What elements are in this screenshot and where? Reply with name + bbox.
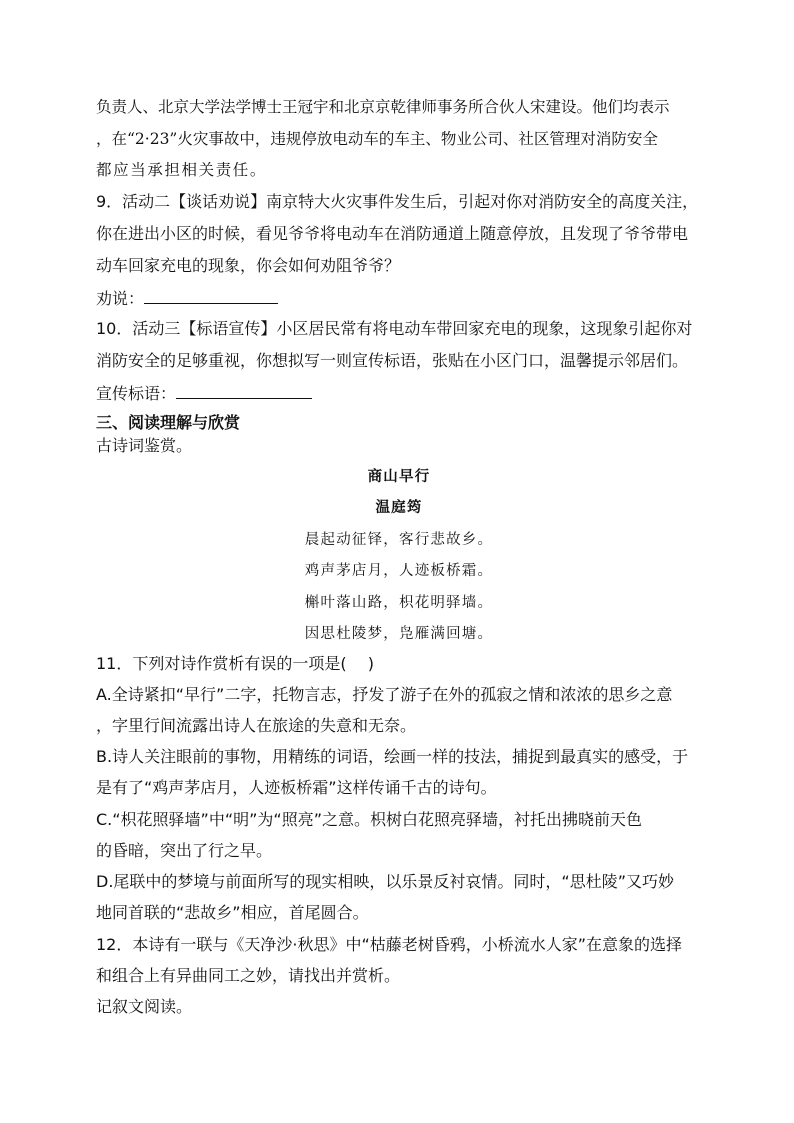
question-10-answer-blank[interactable] (176, 382, 312, 399)
question-11-option-b-line-2: 是有了“鸡声茅店月，人迹板桥霜”这样传诵千古的诗句。 (96, 778, 497, 797)
intro-line-2: ，在“2·23”火灾事故中，违规停放电动车的车主、物业公司、社区管理对消防安全 (96, 130, 658, 148)
question-11-option-c-line-2: 的昏暗，突出了行之早。 (96, 841, 273, 860)
question-9-answer-label: 劝说： (96, 289, 145, 308)
question-12-line-2: 和组合上有异曲同工之妙，请找出并赏析。 (96, 966, 401, 985)
narrative-reading-heading: 记叙文阅读。 (96, 997, 193, 1016)
poem-title: 商山早行 (367, 468, 431, 485)
question-10-line-2: 消防安全的足够重视，你想拟写一则宣传标语，张贴在小区门口，温馨提示邻居们。 (96, 351, 689, 370)
question-10-answer-row (96, 382, 312, 404)
intro-line-3: 都应当承担相关责任。 (96, 161, 268, 179)
question-11-option-a-line-2: ，字里行间流露出诗人在旅途的失意和无奈。 (96, 716, 417, 735)
section-3-heading: 三、阅读理解与欣赏 (96, 413, 241, 432)
question-9-line-2: 你在进出小区的时候，看见爷爷将电动车在消防通道上随意停放，且发现了爷爷带电 (96, 224, 689, 243)
question-10-answer-label: 宣传标语： (96, 384, 177, 403)
poem-line-3: 槲叶落山路，枳花明驿墙。 (304, 595, 494, 611)
question-11-option-c-line-1: C.“枳花照驿墙”中“明”为“照亮”之意。枳树白花照亮驿墙，衬托出拂晓前天色 (96, 810, 642, 829)
poem-author: 温庭筠 (375, 499, 423, 516)
question-9-line-1: 9．活动二【谈话劝说】南京特大火灾事件发生后，引起对你对消防安全的高度关注， (96, 192, 699, 211)
poem-line-2: 鸡声茅店月，人迹板桥霜。 (304, 563, 494, 579)
question-9-line-3: 动车回家充电的现象，你会如何劝阻爷爷？ (96, 256, 401, 275)
poem-line-4: 因思杜陵梦，凫雁满回塘。 (304, 626, 494, 642)
question-9-answer-blank[interactable] (144, 287, 278, 304)
section-3-subheading: 古诗词鉴赏。 (96, 436, 193, 455)
question-9-answer-row (96, 287, 278, 309)
question-11-option-a-line-1: A.全诗紧扣“早行”二字，托物言志，抒发了游子在外的孤寂之情和浓浓的思乡之意 (96, 685, 673, 704)
question-11-option-d-line-1: D.尾联中的梦境与前面所写的现实相映，以乐景反衬哀情。同时，“思杜陵”又巧妙 (96, 872, 674, 891)
question-12-line-1: 12．本诗有一联与《天净沙·秋思》中“枯藤老树昏鸦，小桥流水人家”在意象的选择 (96, 935, 683, 954)
question-11-option-d-line-2: 地同首联的“悲故乡”相应，首尾圆合。 (96, 903, 369, 922)
question-10-line-1: 10．活动三【标语宣传】小区居民常有将电动车带回家充电的现象，这现象引起你对 (96, 319, 693, 338)
poem-line-1: 晨起动征铎，客行悲故乡。 (304, 532, 494, 548)
intro-line-1: 负责人、北京大学法学博士王冠宇和北京京乾律师事务所合伙人宋建设。他们均表示 (96, 98, 670, 116)
question-11-stem: 11．下列对诗作赏析有误的一项是( ) (96, 654, 374, 673)
question-11-option-b-line-1: B.诗人关注眼前的事物，用精练的词语，绘画一样的技法，捕捉到最真实的感受，于 (96, 747, 689, 766)
